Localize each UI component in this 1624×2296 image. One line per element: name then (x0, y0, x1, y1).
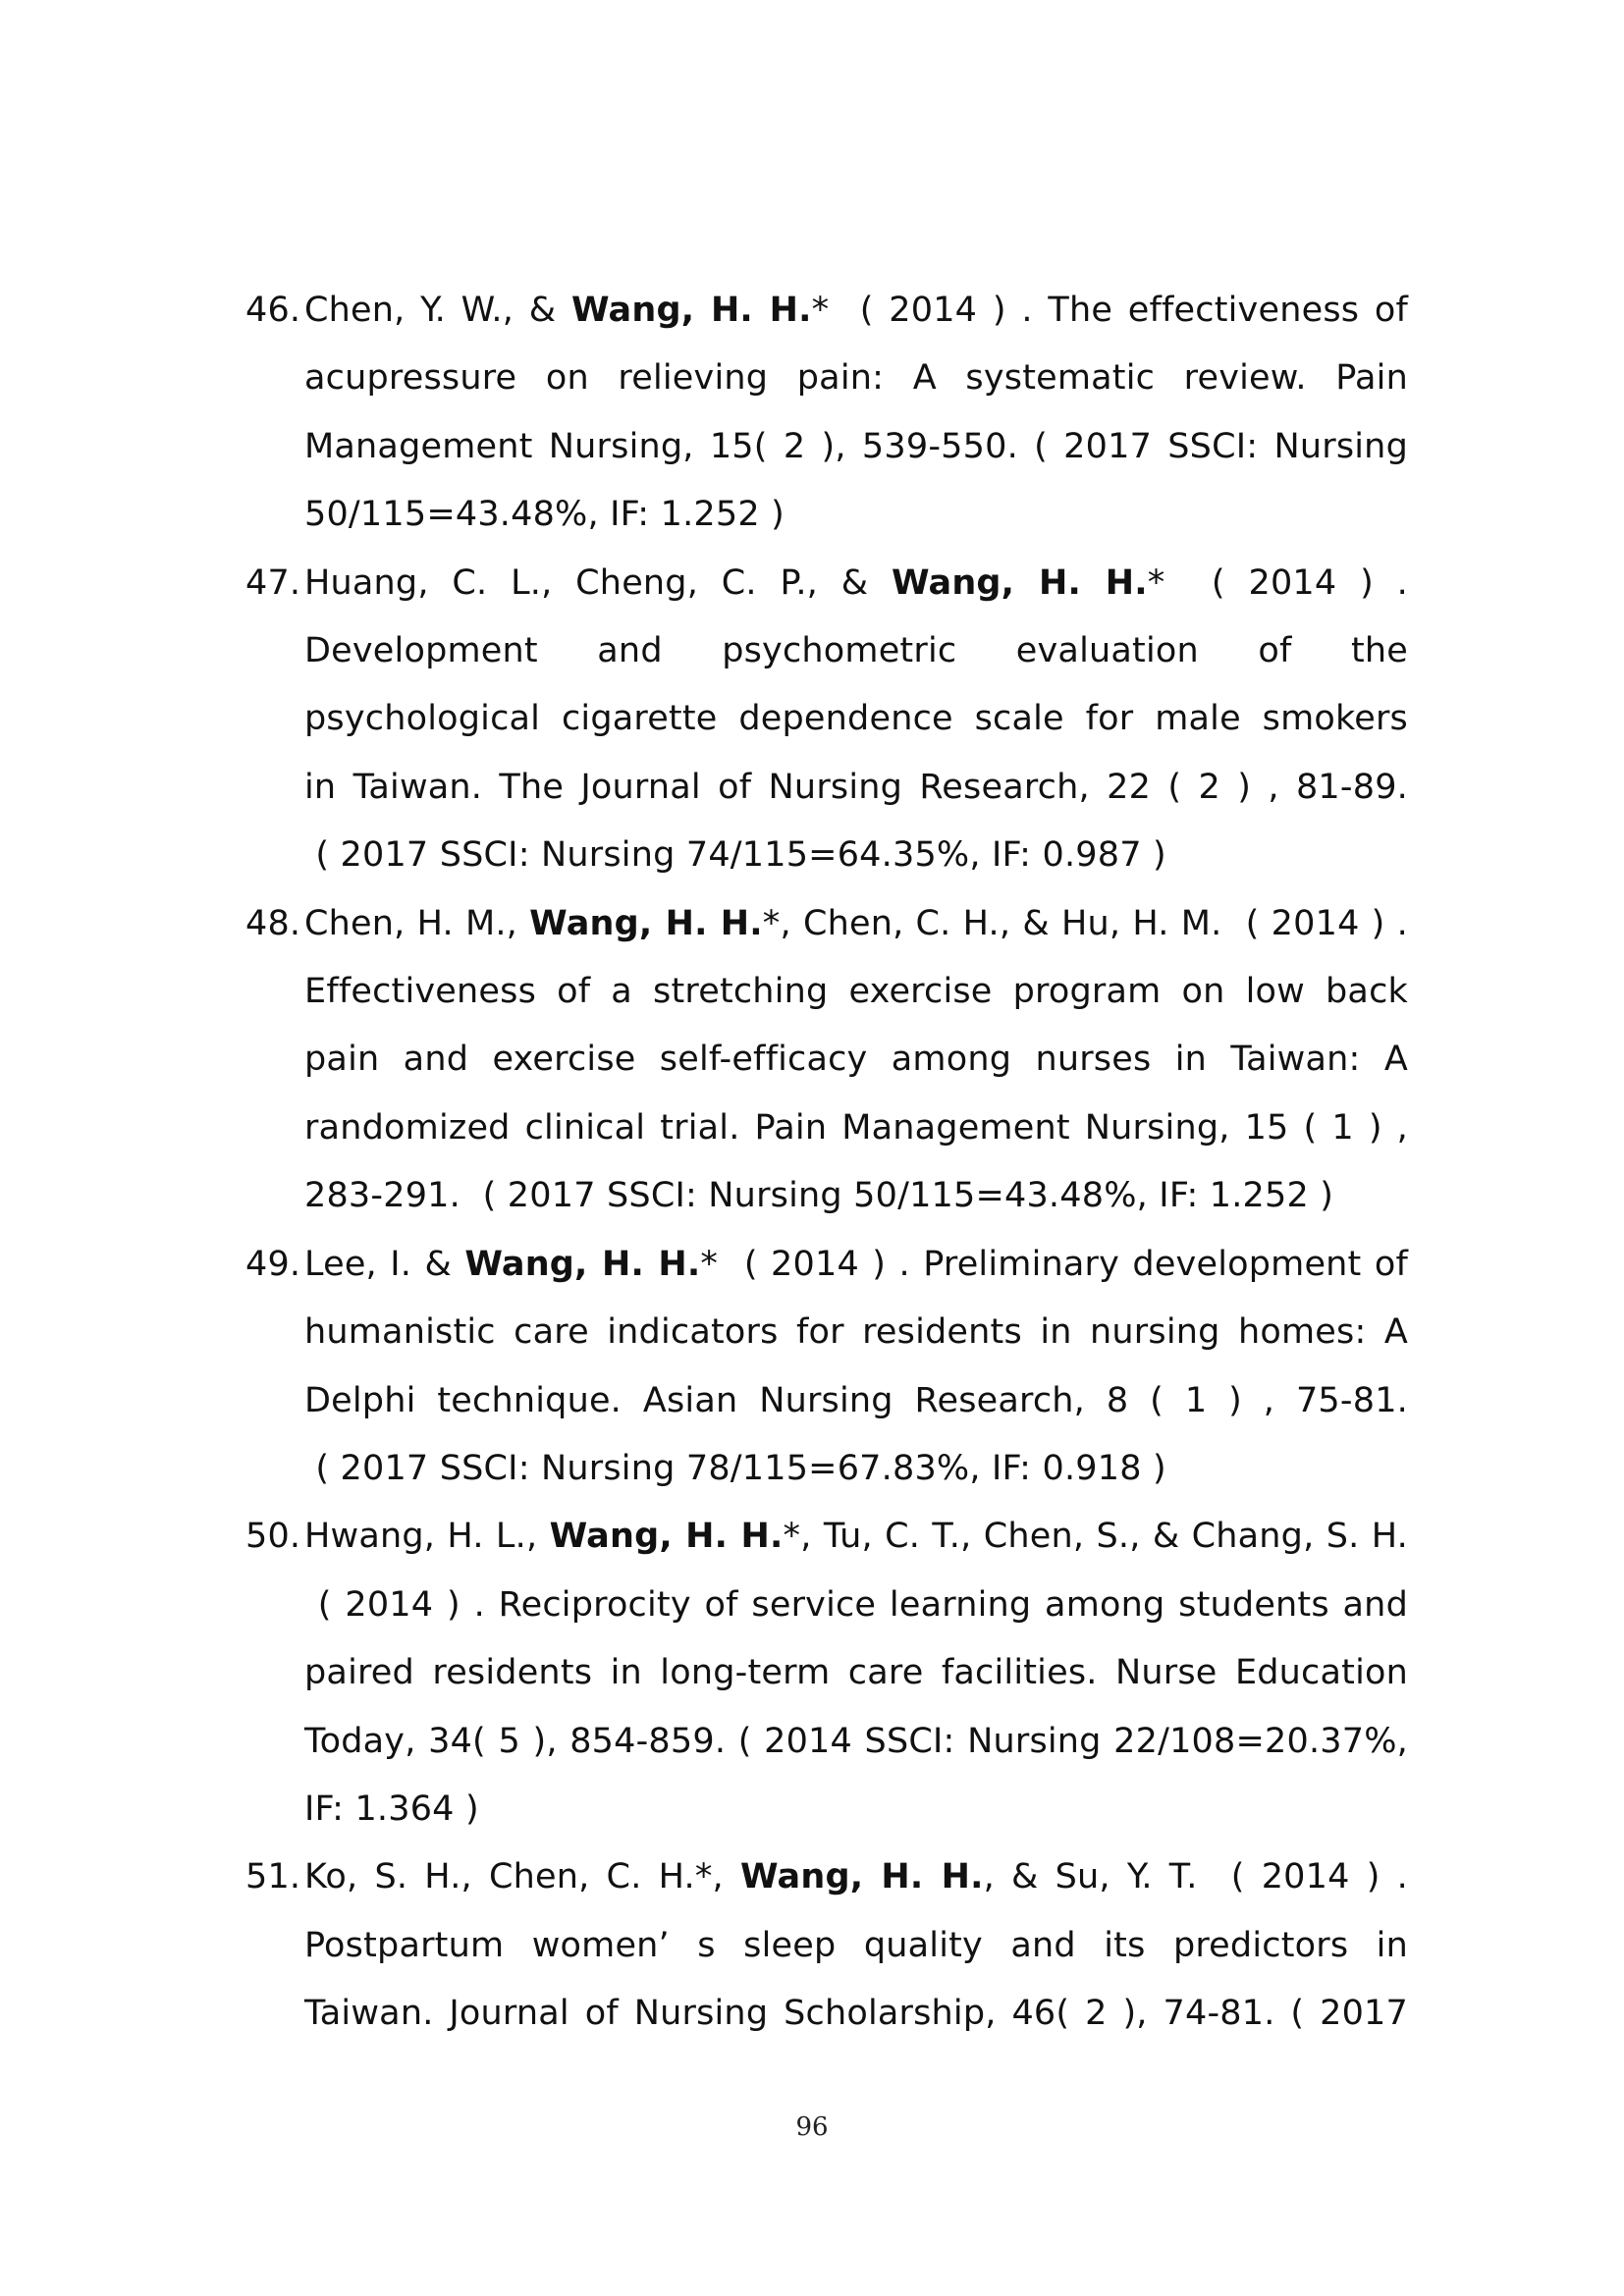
reference-item-49 (245, 1231, 1408, 1504)
reference-line: in Taiwan. The Journal of Nursing Research, 22 ( 2 ) , 81-89. (304, 767, 1408, 807)
reference-line: Today, 34( 5 ), 854-859. ( 2014 SSCI: Nursing 22/108=20.37%, (304, 1721, 1408, 1761)
reference-line: IF: 1.364 ) (304, 1789, 479, 1829)
reference-number: 46. (245, 291, 301, 330)
author-text: Ko, S. H., Chen, C. H.*, (304, 1857, 740, 1897)
citation-text: * ( 2014 ) . The effectiveness of (811, 291, 1409, 330)
reference-number: 50. (245, 1517, 301, 1557)
citation-text: * ( 2014 ) . Preliminary development of (700, 1244, 1408, 1284)
citation-text: , & Su, Y. T. ( 2014 ) . (983, 1857, 1408, 1897)
reference-line: Postpartum women’ s sleep quality and its predictors in (304, 1925, 1408, 1965)
author-text: Huang, C. L., Cheng, C. P., & (304, 562, 892, 603)
reference-line: ( 2014 ) . Reciprocity of service learning among students and (304, 1584, 1408, 1625)
reference-line: Management Nursing, 15( 2 ), 539-550. ( 2017 SSCI: Nursing (304, 426, 1408, 466)
reference-item-51 (245, 1843, 1408, 2048)
reference-line: 50/115=43.48%, IF: 1.252 ) (304, 495, 785, 535)
author-text: Chen, Y. W., & (304, 291, 571, 330)
reference-line (304, 1843, 1408, 1911)
reference-item-48 (245, 890, 1408, 1231)
highlighted-author: Wang, H. H. (464, 1244, 701, 1284)
reference-line: Development and psychometric evaluation of the (304, 631, 1408, 671)
reference-line (304, 890, 1408, 958)
reference-list (245, 277, 1408, 2049)
page-number: 96 (795, 2112, 829, 2142)
author-text: Chen, H. M., (304, 903, 530, 943)
citation-text: *, Tu, C. T., Chen, S., & Chang, S. H. (783, 1517, 1408, 1557)
reference-line (304, 277, 1408, 345)
reference-line: paired residents in long-term care facilities. Nurse Education (304, 1653, 1408, 1693)
reference-number: 47. (245, 562, 301, 603)
reference-line (304, 550, 1408, 617)
reference-item-47 (245, 550, 1408, 890)
citation-text: * ( 2014 ) . (1147, 562, 1408, 603)
reference-line: psychological cigarette dependence scale for male smokers (304, 699, 1408, 739)
reference-line: Delphi technique. Asian Nursing Research, 8 ( 1 ) , 75-81. (304, 1380, 1408, 1420)
citation-text: *, Chen, C. H., & Hu, H. M. ( 2014 ) . (762, 903, 1408, 943)
reference-item-50 (245, 1503, 1408, 1843)
reference-number: 51. (245, 1857, 301, 1897)
reference-line: Effectiveness of a stretching exercise program on low back (304, 972, 1408, 1012)
reference-line: pain and exercise self-efficacy among nurses in Taiwan: A (304, 1040, 1408, 1080)
reference-line: humanistic care indicators for residents in nursing homes: A (304, 1312, 1408, 1353)
author-text: Lee, I. & (304, 1244, 465, 1284)
reference-line (304, 1503, 1408, 1571)
reference-number: 48. (245, 903, 301, 943)
reference-line: randomized clinical trial. Pain Management Nursing, 15 ( 1 ) , (304, 1107, 1408, 1148)
reference-line: 283-291. ( 2017 SSCI: Nursing 50/115=43.48%, IF: 1.252 ) (304, 1176, 1334, 1216)
highlighted-author: Wang, H. H. (740, 1857, 984, 1897)
reference-number: 49. (245, 1244, 301, 1284)
highlighted-author: Wang, H. H. (891, 562, 1148, 603)
author-text: Hwang, H. L., (304, 1517, 550, 1557)
highlighted-author: Wang, H. H. (570, 291, 812, 330)
reference-line: ( 2017 SSCI: Nursing 78/115=67.83%, IF: 0.918 ) (304, 1448, 1166, 1488)
reference-item-46 (245, 277, 1408, 550)
reference-line: Taiwan. Journal of Nursing Scholarship, 46( 2 ), 74-81. ( 2017 (304, 1994, 1408, 2034)
highlighted-author: Wang, H. H. (529, 903, 763, 943)
reference-line (304, 1231, 1408, 1299)
reference-line: acupressure on relieving pain: A systematic review. Pain (304, 358, 1408, 399)
highlighted-author: Wang, H. H. (549, 1517, 784, 1557)
reference-line: ( 2017 SSCI: Nursing 74/115=64.35%, IF: 0.987 ) (304, 835, 1166, 876)
